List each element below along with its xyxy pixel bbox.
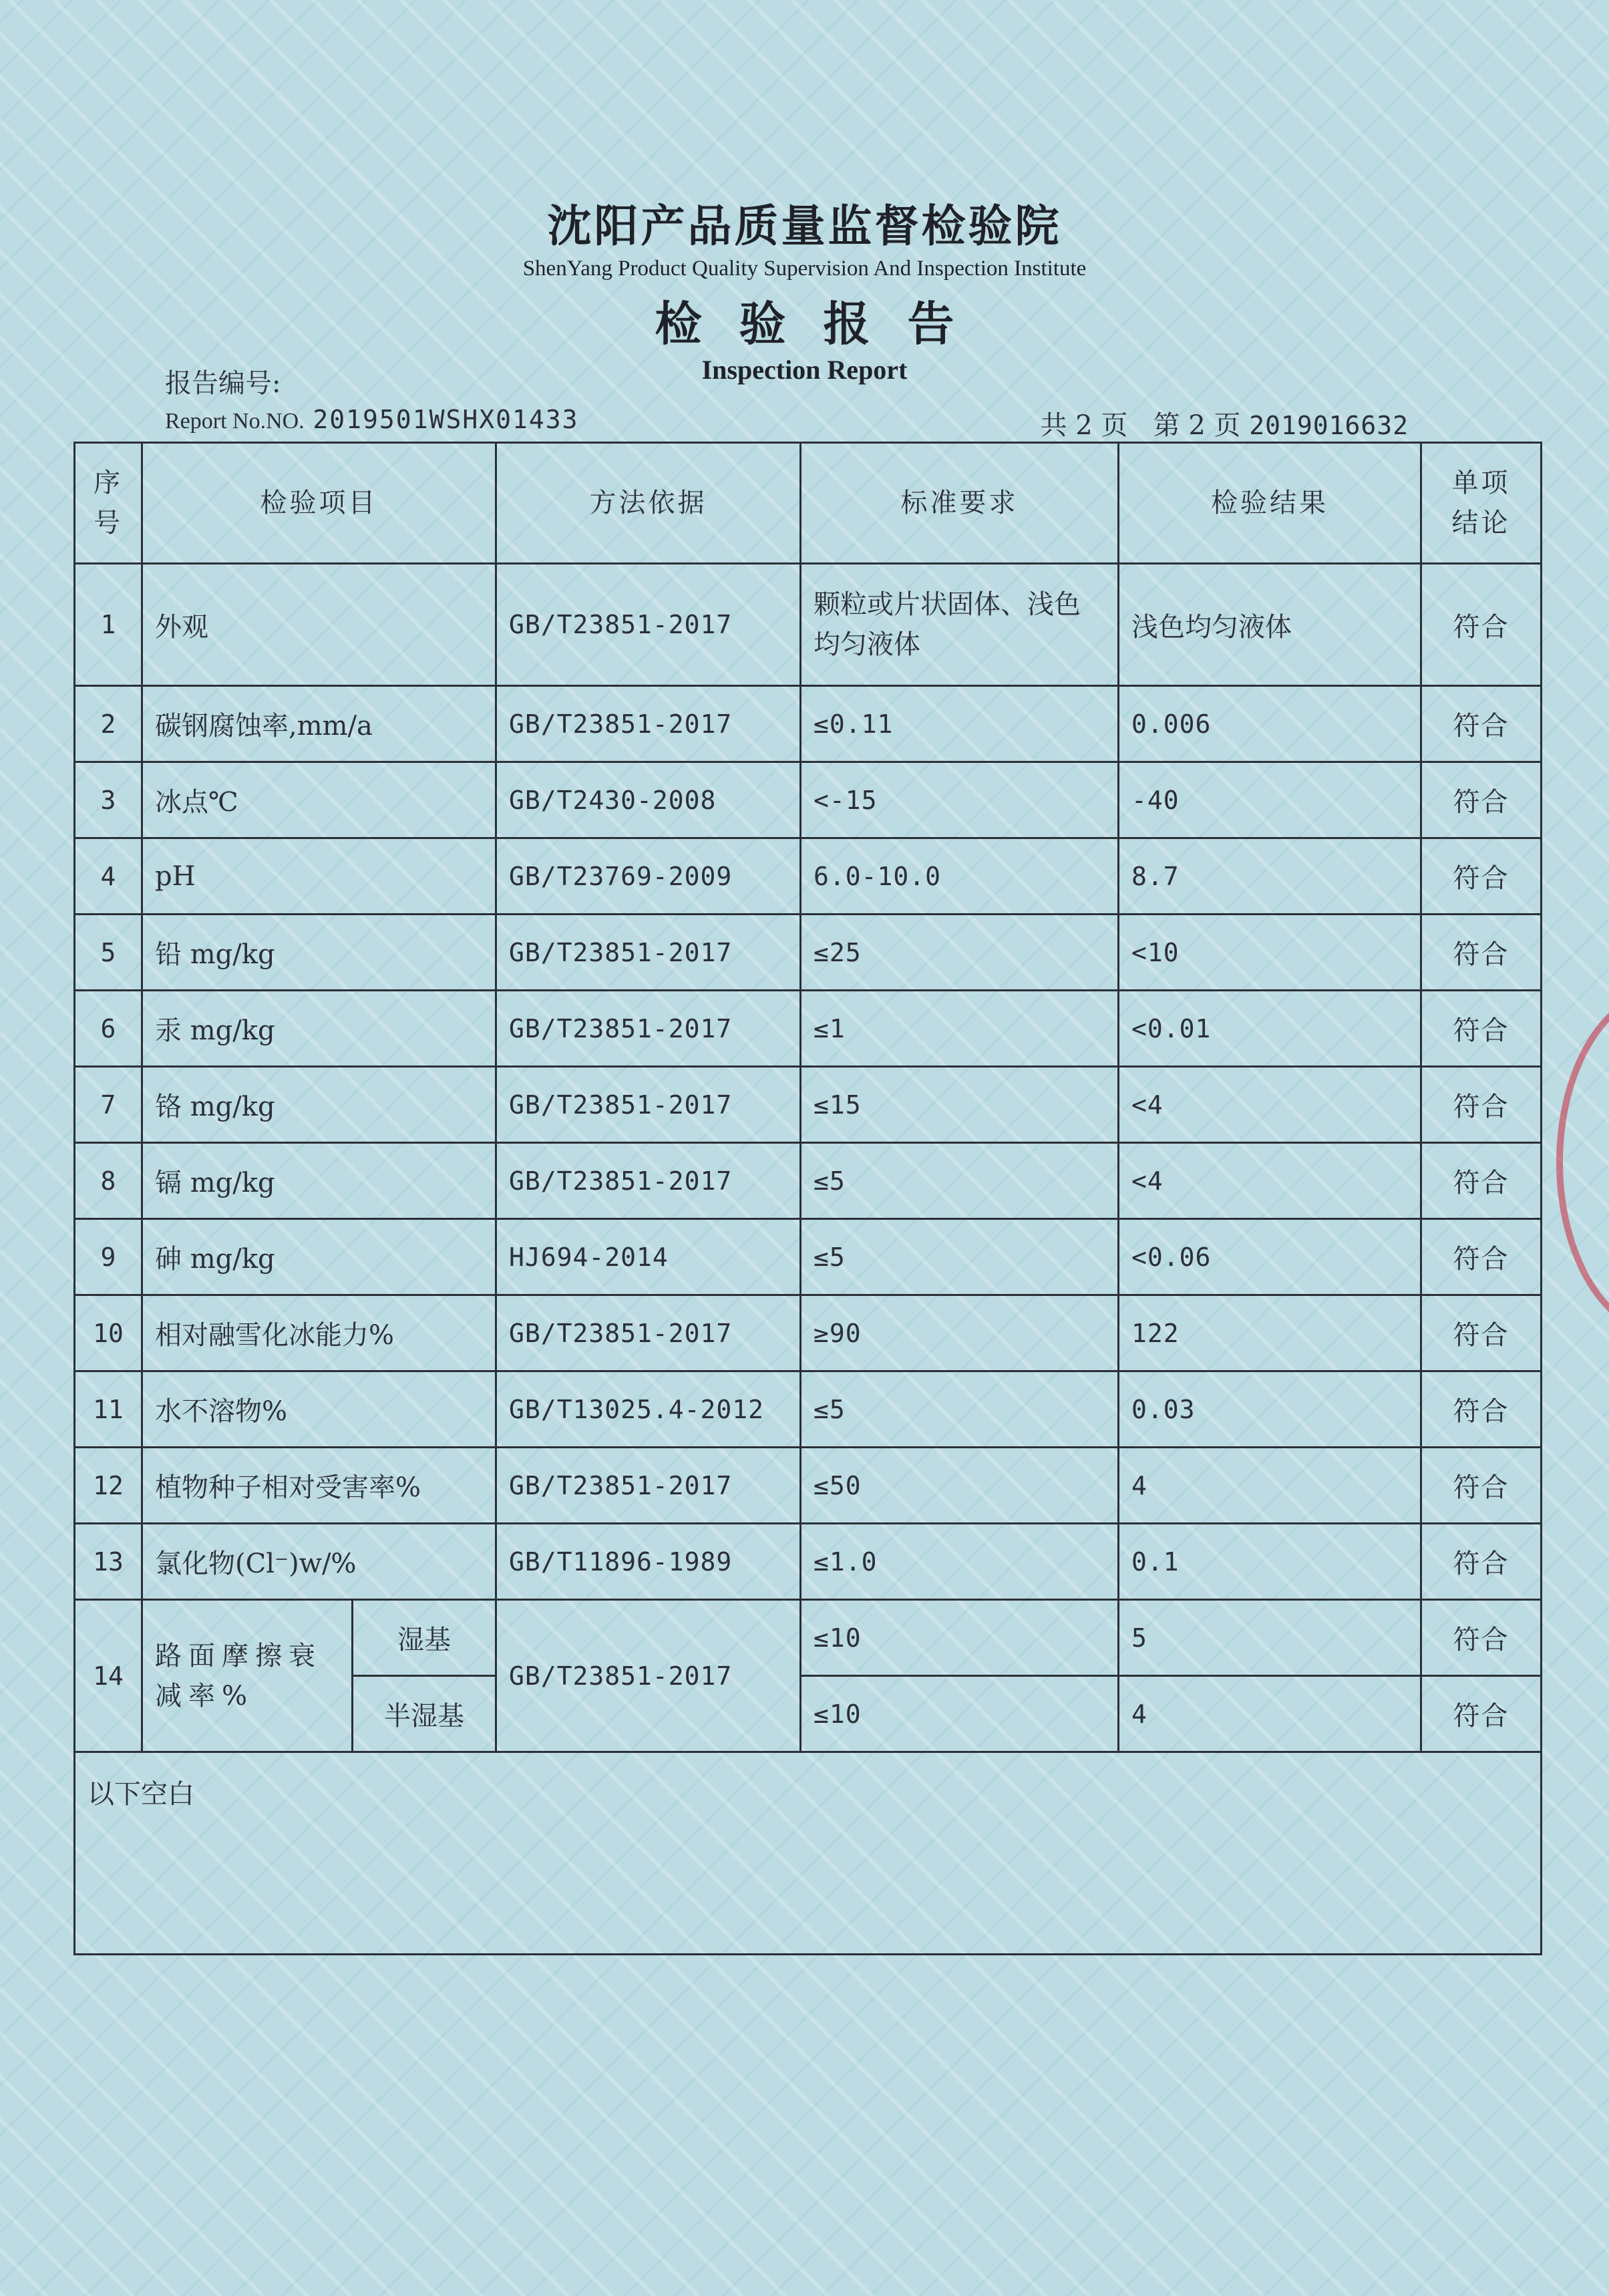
header-requirement: 标准要求 bbox=[801, 443, 1119, 564]
row-method: GB/T23851-2017 bbox=[496, 991, 801, 1067]
row-seq: 6 bbox=[75, 991, 142, 1067]
row-seq: 9 bbox=[75, 1219, 142, 1295]
row-conclusion: 符合 bbox=[1421, 686, 1542, 762]
row-method: GB/T13025.4-2012 bbox=[496, 1371, 801, 1448]
row-result: 4 bbox=[1119, 1448, 1421, 1524]
row-requirement: ≤25 bbox=[801, 915, 1119, 991]
row-seq: 14 bbox=[75, 1600, 142, 1752]
row-conclusion: 符合 bbox=[1421, 1067, 1542, 1143]
row-method: GB/T23851-2017 bbox=[496, 1295, 801, 1371]
document-header bbox=[0, 190, 1609, 385]
institute-name-en: ShenYang Product Quality Supervision And Inspection Institute bbox=[522, 257, 1087, 281]
row-requirement: ≤5 bbox=[801, 1371, 1119, 1448]
table-row bbox=[75, 686, 1542, 762]
report-title-cn: 检验报告 bbox=[655, 297, 992, 351]
row-conclusion: 符合 bbox=[1421, 1371, 1542, 1448]
table-row bbox=[75, 1067, 1542, 1143]
table-row bbox=[75, 762, 1542, 838]
row-method: GB/T11896-1989 bbox=[496, 1524, 801, 1600]
row-method: GB/T23769-2009 bbox=[496, 838, 801, 915]
row-sub-label: 湿基 bbox=[353, 1600, 496, 1676]
row-result: 浅色均匀液体 bbox=[1119, 564, 1421, 686]
row-requirement: ≤1 bbox=[801, 991, 1119, 1067]
row-result: 0.1 bbox=[1119, 1524, 1421, 1600]
row-item: 外观 bbox=[142, 564, 496, 686]
table-row bbox=[75, 1448, 1542, 1524]
row-result: 4 bbox=[1119, 1676, 1421, 1752]
institute-name-cn: 沈阳产品质量监督检验院 bbox=[547, 200, 1062, 252]
blank-row bbox=[75, 1752, 1542, 1955]
red-seal-stamp bbox=[1556, 989, 1609, 1336]
page-info bbox=[1041, 404, 1409, 442]
row-seq: 13 bbox=[75, 1524, 142, 1600]
row-item: 铬 mg/kg bbox=[142, 1067, 496, 1143]
header-result: 检验结果 bbox=[1119, 443, 1421, 564]
table-row bbox=[75, 1143, 1542, 1219]
row-method: GB/T23851-2017 bbox=[496, 1143, 801, 1219]
row-result: <0.01 bbox=[1119, 991, 1421, 1067]
row-method: HJ694-2014 bbox=[496, 1219, 801, 1295]
row-item: 植物种子相对受害率% bbox=[142, 1448, 496, 1524]
row-requirement: 6.0-10.0 bbox=[801, 838, 1119, 915]
row-conclusion: 符合 bbox=[1421, 1676, 1542, 1752]
header-seq: 序号 bbox=[75, 443, 142, 564]
row-item: 氯化物(Cl⁻)w/% bbox=[142, 1524, 496, 1600]
row-conclusion: 符合 bbox=[1421, 1143, 1542, 1219]
report-number-line bbox=[165, 404, 578, 435]
row-requirement: ≤5 bbox=[801, 1219, 1119, 1295]
row-result: <0.06 bbox=[1119, 1219, 1421, 1295]
row-item: 冰点℃ bbox=[142, 762, 496, 838]
row-conclusion: 符合 bbox=[1421, 1600, 1542, 1676]
row-item: 碳钢腐蚀率,mm/a bbox=[142, 686, 496, 762]
inspection-results-table bbox=[73, 442, 1542, 1955]
report-number-prefix: NO. bbox=[266, 409, 305, 434]
row-requirement: ≤10 bbox=[801, 1676, 1119, 1752]
row-conclusion: 符合 bbox=[1421, 1448, 1542, 1524]
row-requirement: 颗粒或片状固体、浅色均匀液体 bbox=[801, 564, 1119, 686]
row-result: 8.7 bbox=[1119, 838, 1421, 915]
row-requirement: ≤1.0 bbox=[801, 1524, 1119, 1600]
row-requirement: ≤5 bbox=[801, 1143, 1119, 1219]
total-pages: 共 2 页 bbox=[1040, 410, 1128, 441]
row-seq: 3 bbox=[75, 762, 142, 838]
row-conclusion: 符合 bbox=[1421, 991, 1542, 1067]
table-row bbox=[75, 1524, 1542, 1600]
row-conclusion: 符合 bbox=[1421, 1295, 1542, 1371]
header-method: 方法依据 bbox=[496, 443, 801, 564]
row-method: GB/T23851-2017 bbox=[496, 686, 801, 762]
row-seq: 1 bbox=[75, 564, 142, 686]
table-row bbox=[75, 1371, 1542, 1448]
header-conclusion: 单项结论 bbox=[1421, 443, 1542, 564]
row-conclusion: 符合 bbox=[1421, 915, 1542, 991]
row-method: GB/T2430-2008 bbox=[496, 762, 801, 838]
row-item: 砷 mg/kg bbox=[142, 1219, 496, 1295]
table-header-row bbox=[75, 443, 1542, 564]
row-method: GB/T23851-2017 bbox=[496, 1448, 801, 1524]
row-result: 122 bbox=[1119, 1295, 1421, 1371]
row-requirement: ≤15 bbox=[801, 1067, 1119, 1143]
report-number: 2019501WSHX01433 bbox=[313, 405, 579, 434]
row-method: GB/T23851-2017 bbox=[496, 1067, 801, 1143]
row-conclusion: 符合 bbox=[1421, 564, 1542, 686]
row-seq: 12 bbox=[75, 1448, 142, 1524]
row-item: 水不溶物% bbox=[142, 1371, 496, 1448]
row-seq: 7 bbox=[75, 1067, 142, 1143]
row-result: <4 bbox=[1119, 1067, 1421, 1143]
table-row bbox=[75, 564, 1542, 686]
table-row bbox=[75, 991, 1542, 1067]
row-item: 铅 mg/kg bbox=[142, 915, 496, 991]
row-result: <10 bbox=[1119, 915, 1421, 991]
row-requirement: <-15 bbox=[801, 762, 1119, 838]
row-conclusion: 符合 bbox=[1421, 762, 1542, 838]
blank-note: 以下空白 bbox=[75, 1752, 1542, 1955]
row-result: 0.006 bbox=[1119, 686, 1421, 762]
table-row bbox=[75, 1295, 1542, 1371]
row-result: <4 bbox=[1119, 1143, 1421, 1219]
table-row bbox=[75, 838, 1542, 915]
row-result: 5 bbox=[1119, 1600, 1421, 1676]
header-item: 检验项目 bbox=[142, 443, 496, 564]
row-requirement: ≥90 bbox=[801, 1295, 1119, 1371]
row-requirement: ≤50 bbox=[801, 1448, 1119, 1524]
row-item: 镉 mg/kg bbox=[142, 1143, 496, 1219]
row-seq: 4 bbox=[75, 838, 142, 915]
report-title-en: Inspection Report bbox=[701, 355, 908, 385]
table-row bbox=[75, 1219, 1542, 1295]
row-seq: 5 bbox=[75, 915, 142, 991]
row-result: -40 bbox=[1119, 762, 1421, 838]
report-number-label-en: Report No. bbox=[165, 409, 266, 434]
report-number-label: 报告编号: bbox=[165, 368, 281, 399]
row-conclusion: 符合 bbox=[1421, 1524, 1542, 1600]
row-conclusion: 符合 bbox=[1421, 838, 1542, 915]
row-sub-label: 半湿基 bbox=[353, 1676, 496, 1752]
row-seq: 2 bbox=[75, 686, 142, 762]
row-requirement: ≤10 bbox=[801, 1600, 1119, 1676]
row-item: 汞 mg/kg bbox=[142, 991, 496, 1067]
table-row bbox=[75, 1600, 1542, 1676]
row-item: pH bbox=[142, 838, 496, 915]
row-conclusion: 符合 bbox=[1421, 1219, 1542, 1295]
row-item: 相对融雪化冰能力% bbox=[142, 1295, 496, 1371]
row-seq: 10 bbox=[75, 1295, 142, 1371]
current-page: 第 2 页 bbox=[1153, 410, 1241, 441]
row-seq: 8 bbox=[75, 1143, 142, 1219]
row-requirement: ≤0.11 bbox=[801, 686, 1119, 762]
row-result: 0.03 bbox=[1119, 1371, 1421, 1448]
row-method: GB/T23851-2017 bbox=[496, 564, 801, 686]
table-row bbox=[75, 915, 1542, 991]
serial-number: 2019016632 bbox=[1249, 411, 1409, 440]
row-seq: 11 bbox=[75, 1371, 142, 1448]
row-item: 路面摩擦衰减率% bbox=[142, 1600, 353, 1752]
row-method: GB/T23851-2017 bbox=[496, 915, 801, 991]
row-method: GB/T23851-2017 bbox=[496, 1600, 801, 1752]
